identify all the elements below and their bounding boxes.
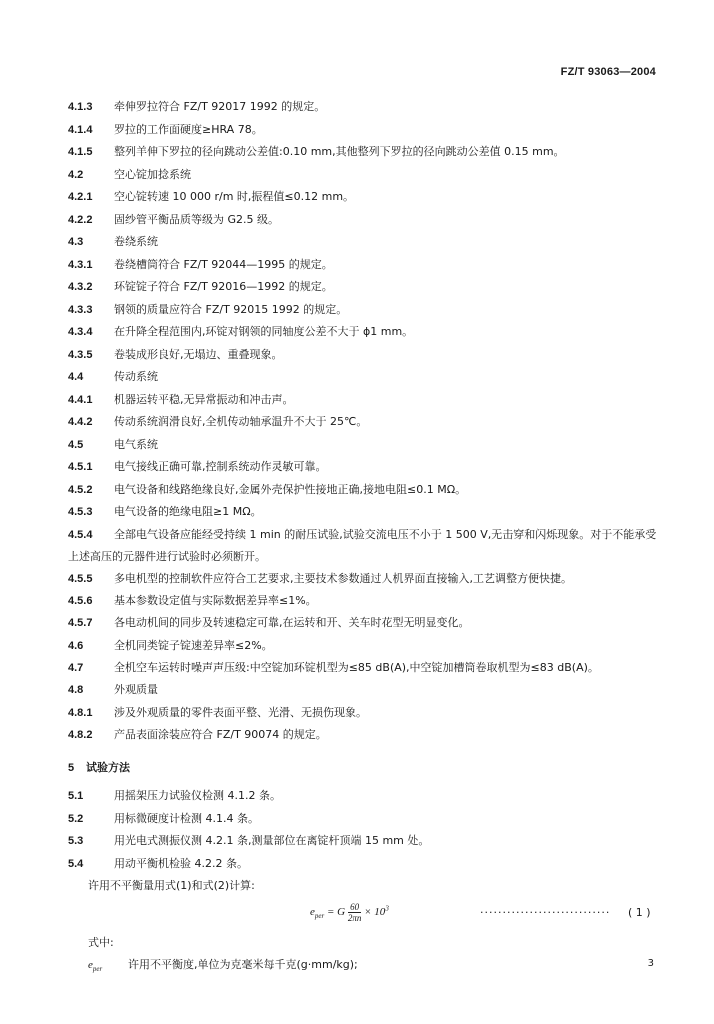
clause-line: [68, 411, 658, 434]
clause-text: 多电机型的控制软件应符合工艺要求,主要技术参数通过人机界面直接输入,工艺调整方便快捷。: [114, 571, 572, 585]
clause-text: 环锭锭子符合 FZ/T 92016—1992 的规定。: [114, 280, 333, 293]
clause-number: 4.8.2: [68, 729, 93, 741]
clause-text: 机器运转平稳,无异常振动和冲击声。: [114, 392, 294, 406]
clause-line: [68, 830, 658, 853]
clause-number: 4.1.3: [68, 101, 93, 113]
clause-number: 4.4.2: [68, 416, 93, 428]
clause-number: 4.5.2: [68, 483, 93, 496]
clause-line: [68, 808, 658, 831]
clause-text: 全部电气设备应能经受持续 1 min 的耐压试验,试验交流电压不小于 1 500 V,无击穿和闪烁现象。对于不能承受上述高压的元器件进行试验时必须断开。: [68, 527, 657, 563]
clause-line: [68, 635, 658, 658]
clause-number: 5.4: [68, 857, 84, 870]
clause-number: 4.4.1: [68, 393, 93, 406]
clause-number: 4.5.7: [68, 617, 93, 629]
section-title: 试验方法: [86, 760, 130, 774]
clause-line: [68, 568, 658, 590]
clause-line: [68, 141, 658, 164]
clause-line: [68, 254, 658, 277]
formula-leader-dots: ·····························: [480, 905, 611, 919]
clause-text: 卷绕系统: [114, 235, 158, 248]
clause-text: 用动平衡机检验 4.2.2 条。: [114, 856, 248, 870]
clause-line: [68, 456, 658, 479]
clause-line: [68, 344, 658, 367]
clause-text: 传动系统: [114, 370, 158, 383]
page-number: 3: [647, 958, 654, 969]
clause-number: 4.4: [68, 371, 84, 383]
clause-line: [68, 209, 658, 232]
formula-1: [68, 898, 658, 932]
clause-number: 4.3.4: [68, 326, 93, 338]
clause-text: 传动系统润滑良好,全机传动轴承温升不大于 25℃。: [114, 415, 368, 428]
clause-text: 用摇架压力试验仪检测 4.1.2 条。: [114, 789, 281, 802]
clause-line: [68, 524, 658, 568]
clause-text: 空心锭加捻系统: [114, 167, 191, 181]
clause-line: [68, 119, 658, 142]
clause-number: 4.5.3: [68, 506, 93, 518]
clause-line: [68, 276, 658, 299]
clause-number: 4.5.1: [68, 461, 93, 473]
clause-text: 钢领的质量应符合 FZ/T 92015 1992 的规定。: [114, 302, 348, 316]
clause-text: 固纱管平衡品质等级为 G2.5 级。: [114, 212, 280, 226]
clause-text: 在升降全程范围内,环锭对钢领的同轴度公差不大于 ϕ1 mm。: [114, 325, 414, 338]
body-text: [68, 96, 658, 980]
formula-number: ( 1 ): [628, 905, 651, 919]
section-number: 5: [68, 761, 75, 774]
clause-line: [68, 321, 658, 344]
symbol-definition: [68, 954, 658, 980]
clause-line: [68, 186, 658, 209]
clause-number: 4.8.1: [68, 706, 93, 719]
clause-number: 4.1.4: [68, 123, 93, 136]
clause-number: 5.1: [68, 790, 84, 802]
clause-number: 4.2.2: [68, 213, 93, 226]
standard-code-header: FZ/T 93063—2004: [560, 66, 656, 78]
clause-number: 4.3.5: [68, 348, 93, 361]
clause-text: 基本参数设定值与实际数据差异率≤1%。: [114, 593, 317, 607]
clause-number: 4.8: [68, 684, 84, 696]
clause-text: 卷装成形良好,无塌边、重叠现象。: [114, 347, 283, 361]
definition-symbol: $e_{per}$: [88, 958, 103, 973]
clause-text: 各电动机间的同步及转速稳定可靠,在运转和开、关车时花型无明显变化。: [114, 616, 470, 629]
clause-number: 4.3.1: [68, 258, 93, 271]
clause-text: 电气设备和线路绝缘良好,金属外壳保护性接地正确,接地电阻≤0.1 MΩ。: [114, 482, 467, 496]
clause-number: 4.3.2: [68, 281, 93, 293]
definition-text: 许用不平衡度,单位为克毫米每千克(g·mm/kg);: [128, 957, 358, 971]
clause-number: 4.5.6: [68, 594, 93, 607]
clause-text: 涉及外观质量的零件表面平整、光滑、无损伤现象。: [114, 705, 367, 719]
clause-number: 4.5.5: [68, 572, 93, 585]
clause-text: 空心锭转速 10 000 r/m 时,振程值≤0.12 mm。: [114, 190, 355, 203]
clause-line: [68, 366, 658, 389]
clause-number: 5.2: [68, 812, 84, 825]
clause-number: 4.5.4: [68, 528, 93, 541]
section-heading: [68, 757, 658, 780]
clause-number: 4.1.5: [68, 146, 93, 158]
formula-expression: $e_{per} = G$ $\frac{60}{2\pi n}$ × $10^3$: [310, 901, 389, 923]
clause-text: 用光电式测振仪测 4.2.1 条,测量部位在离锭杆顶端 15 mm 处。: [114, 834, 430, 847]
clause-line: [68, 853, 658, 876]
clause-number: 4.3: [68, 236, 84, 248]
clause-number: 4.2.1: [68, 191, 93, 203]
clause-line: [68, 612, 658, 635]
clause-line: [68, 785, 658, 808]
clause-number: 4.6: [68, 639, 84, 652]
clause-text: 全机空车运转时噪声声压级:中空锭加环锭机型为≤85 dB(A),中空锭加槽筒卷取机型为≤83 dB(A)。: [114, 661, 599, 674]
clause-line: [68, 657, 658, 679]
clause-text: 罗拉的工作面硬度≥HRA 78。: [114, 122, 263, 136]
clause-number: 4.2: [68, 168, 84, 181]
where-label: 式中:: [88, 935, 114, 949]
clause-text: 电气系统: [114, 437, 158, 451]
clause-text: 牵伸罗拉符合 FZ/T 92017 1992 的规定。: [114, 100, 326, 113]
clause-line: [68, 299, 658, 322]
clause-number: 4.5: [68, 438, 84, 451]
clause-text: 产品表面涂装应符合 FZ/T 90074 的规定。: [114, 728, 327, 741]
clause-line: [68, 434, 658, 457]
clause-line: [68, 590, 658, 613]
clause-line: [68, 501, 658, 524]
clause-line: [68, 231, 658, 254]
clause-line: [68, 479, 658, 502]
clause-number: 5.3: [68, 835, 84, 847]
clause-line: [68, 679, 658, 702]
clause-text: 全机同类锭子锭速差异率≤2%。: [114, 638, 273, 652]
clause-text: 外观质量: [114, 683, 158, 696]
clause-line: [68, 702, 658, 725]
clause-text: 电气接线正确可靠,控制系统动作灵敏可靠。: [114, 460, 327, 473]
clause-line: [68, 164, 658, 187]
clause-text: 卷绕槽筒符合 FZ/T 92044—1995 的规定。: [114, 257, 333, 271]
formula-intro: 许用不平衡量用式(1)和式(2)计算:: [88, 879, 255, 892]
clause-line: [68, 96, 658, 119]
clause-text: 整列羊伸下罗拉的径向跳动公差值:0.10 mm,其他整列下罗拉的径向跳动公差值 0.15 mm。: [114, 145, 565, 158]
clause-number: 4.7: [68, 662, 84, 674]
clause-line: [68, 389, 658, 412]
clause-text: 电气设备的绝缘电阻≥1 MΩ。: [114, 505, 262, 518]
clause-line: [68, 724, 658, 747]
clause-number: 4.3.3: [68, 303, 93, 316]
clause-text: 用标微硬度计检测 4.1.4 条。: [114, 811, 259, 825]
